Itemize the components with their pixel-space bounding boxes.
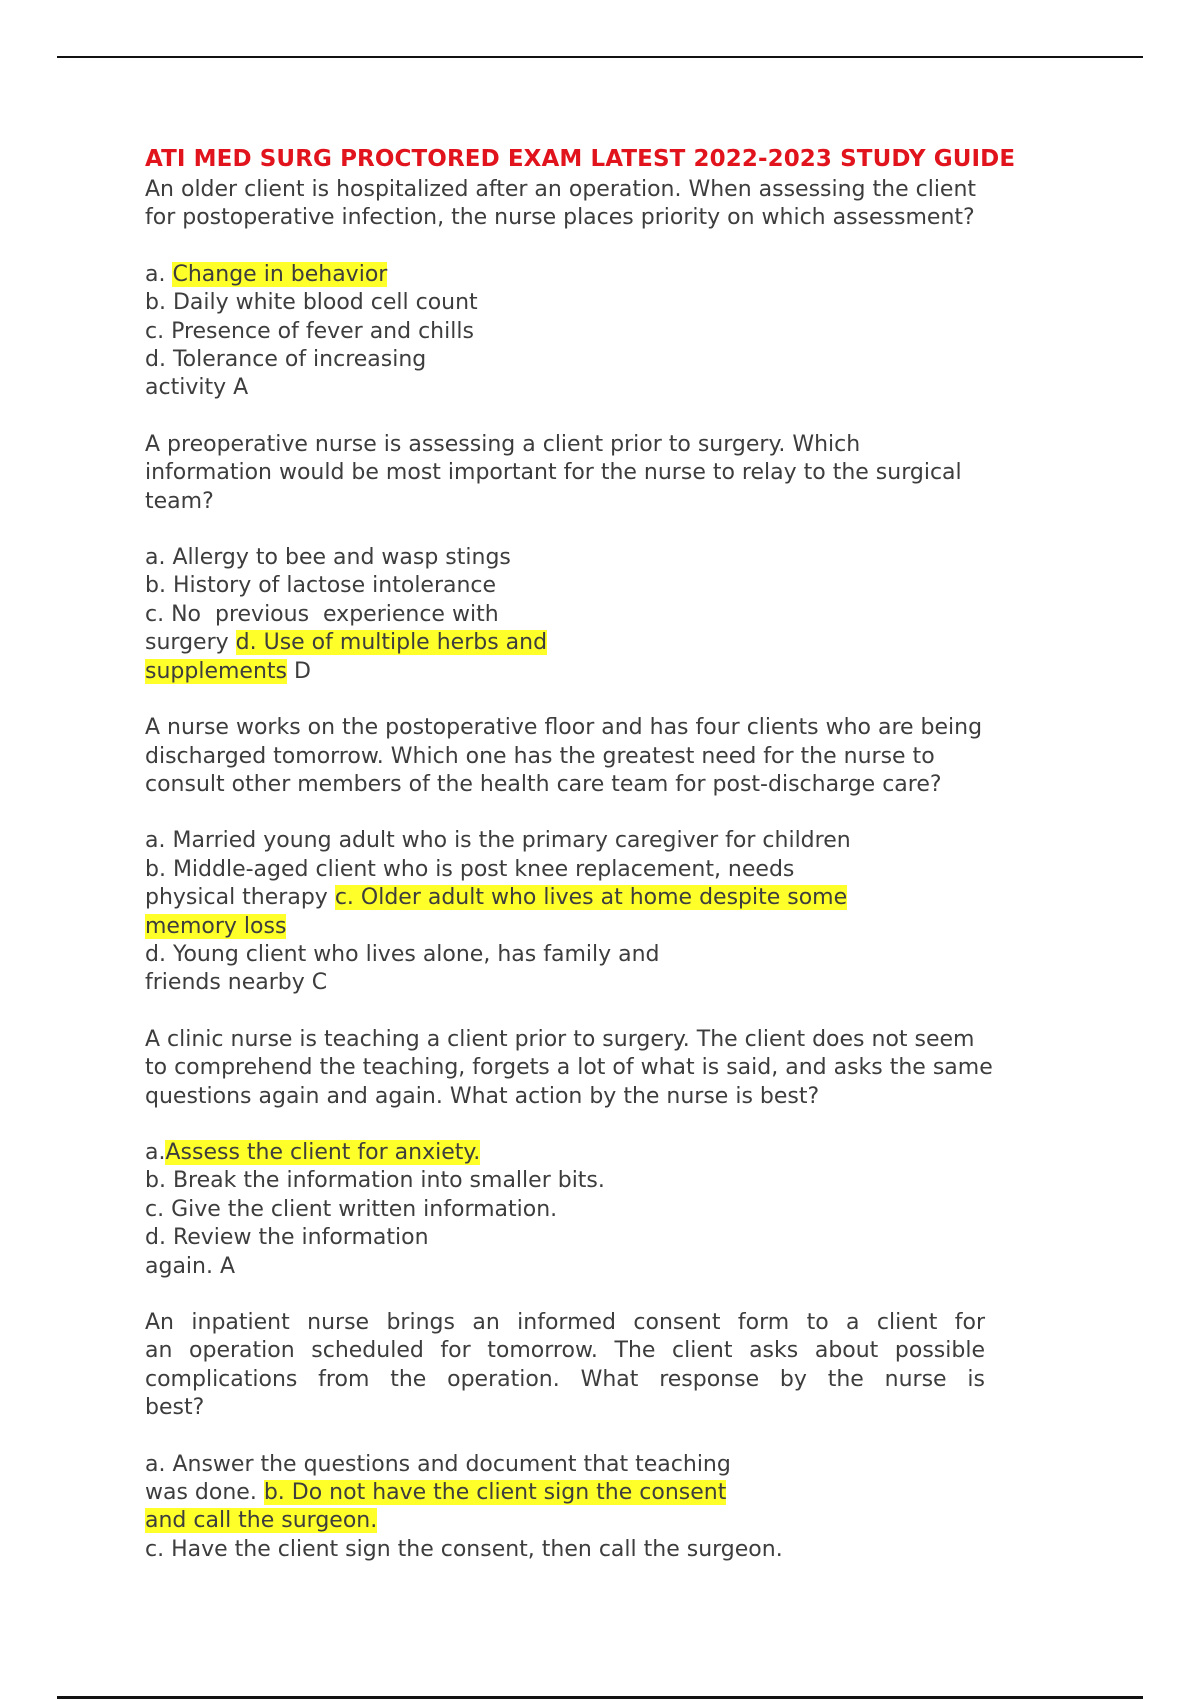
question-3-text bbox=[145, 714, 1085, 799]
question-4-line-3: questions again and again. What action by the nurse is best? bbox=[145, 1083, 820, 1109]
question-3 bbox=[145, 714, 1085, 998]
option-d: d. Young client who lives alone, has family and bbox=[145, 941, 660, 967]
question-3-line-2: discharged tomorrow. Which one has the greatest need for the nurse to bbox=[145, 743, 935, 769]
option-a-tail: was done. bbox=[145, 1480, 257, 1506]
question-1-options bbox=[145, 261, 1085, 403]
option-c-tail: surgery bbox=[145, 630, 229, 656]
option-d: d. Tolerance of increasing bbox=[145, 347, 427, 373]
option-d-continued: activity A bbox=[145, 375, 249, 401]
option-b: b. Break the information into smaller bits. bbox=[145, 1168, 605, 1194]
option-a bbox=[145, 261, 1085, 289]
question-5 bbox=[145, 1309, 1085, 1564]
question-1-line-1: An older client is hospitalized after an operation. When assessing the client bbox=[145, 177, 977, 202]
option-a-continued bbox=[145, 1479, 1085, 1507]
question-3-line-1: A nurse works on the postoperative floor and has four clients who are being bbox=[145, 715, 983, 741]
document-body bbox=[145, 142, 1085, 1564]
question-3-options bbox=[145, 827, 1085, 997]
option-a-letter: a. bbox=[145, 1139, 166, 1165]
option-b-continued bbox=[145, 884, 1085, 912]
option-d-continued bbox=[145, 658, 1085, 686]
option-c: c. Presence of fever and chills bbox=[145, 318, 474, 344]
question-2-line-3: team? bbox=[145, 488, 214, 514]
answer-key: D bbox=[293, 658, 311, 684]
question-4-line-2: to comprehend the teaching, forgets a lot of what is said, and asks the same bbox=[145, 1055, 993, 1081]
question-5-options bbox=[145, 1451, 1085, 1565]
option-b: b. Middle-aged client who is post knee replacement, needs bbox=[145, 856, 795, 882]
bottom-rule bbox=[57, 1696, 1143, 1699]
question-1-text bbox=[145, 176, 1085, 233]
question-4-text bbox=[145, 1026, 1085, 1111]
option-b-tail: physical therapy bbox=[145, 885, 328, 911]
question-2-text bbox=[145, 431, 1085, 516]
option-a: a. Answer the questions and document that teaching bbox=[145, 1451, 731, 1477]
option-c: c. Give the client written information. bbox=[145, 1196, 558, 1222]
option-b-continued bbox=[145, 1507, 1085, 1535]
question-5-line-1: An inpatient nurse brings an informed consent form to a client for bbox=[145, 1310, 985, 1335]
option-a: a. Allergy to bee and wasp stings bbox=[145, 545, 511, 571]
question-3-line-3: consult other members of the health care team for post-discharge care? bbox=[145, 771, 942, 797]
question-2-options bbox=[145, 544, 1085, 686]
highlighted-answer: Assess the client for anxiety. bbox=[165, 1139, 481, 1165]
option-b: b. History of lactose intolerance bbox=[145, 573, 497, 599]
question-2 bbox=[145, 431, 1085, 686]
document-title: ATI MED SURG PROCTORED EXAM LATEST 2022-2023 STUDY GUIDE bbox=[145, 146, 1016, 172]
option-a-letter: a. bbox=[145, 261, 166, 287]
question-4-options bbox=[145, 1139, 1085, 1281]
option-c-continued bbox=[145, 629, 1085, 657]
highlighted-answer-continued: supplements bbox=[145, 658, 287, 684]
option-c: c. No previous experience with bbox=[145, 601, 499, 627]
option-d-continued: again. A bbox=[145, 1253, 236, 1279]
option-a bbox=[145, 1139, 1085, 1167]
highlighted-answer: d. Use of multiple herbs and bbox=[235, 630, 548, 656]
option-c-continued bbox=[145, 913, 1085, 941]
top-rule bbox=[57, 56, 1143, 58]
highlighted-answer-continued: and call the surgeon. bbox=[145, 1508, 378, 1534]
highlighted-answer: Change in behavior bbox=[172, 261, 388, 287]
question-4 bbox=[145, 1026, 1085, 1281]
question-1 bbox=[145, 176, 1085, 403]
question-5-text bbox=[145, 1309, 985, 1423]
option-c: c. Have the client sign the consent, then call the surgeon. bbox=[145, 1536, 783, 1562]
option-d-continued: friends nearby C bbox=[145, 970, 328, 996]
highlighted-answer: b. Do not have the client sign the consent bbox=[263, 1480, 727, 1506]
question-5-line-4: best? bbox=[145, 1395, 205, 1421]
question-5-line-2: an operation scheduled for tomorrow. The client asks about possible bbox=[145, 1338, 985, 1364]
highlighted-answer: c. Older adult who lives at home despite some bbox=[334, 885, 848, 911]
option-d: d. Review the information bbox=[145, 1225, 429, 1251]
question-4-line-1: A clinic nurse is teaching a client prior to surgery. The client does not seem bbox=[145, 1026, 975, 1052]
question-2-line-1: A preoperative nurse is assessing a client prior to surgery. Which bbox=[145, 431, 861, 457]
question-2-line-2: information would be most important for the nurse to relay to the surgical bbox=[145, 460, 962, 486]
highlighted-answer-continued: memory loss bbox=[145, 913, 287, 939]
option-b: b. Daily white blood cell count bbox=[145, 290, 478, 316]
question-5-line-3: complications from the operation. What response by the nurse is bbox=[145, 1366, 985, 1392]
option-a: a. Married young adult who is the primary caregiver for children bbox=[145, 828, 851, 854]
question-1-line-2: for postoperative infection, the nurse places priority on which assessment? bbox=[145, 205, 975, 231]
